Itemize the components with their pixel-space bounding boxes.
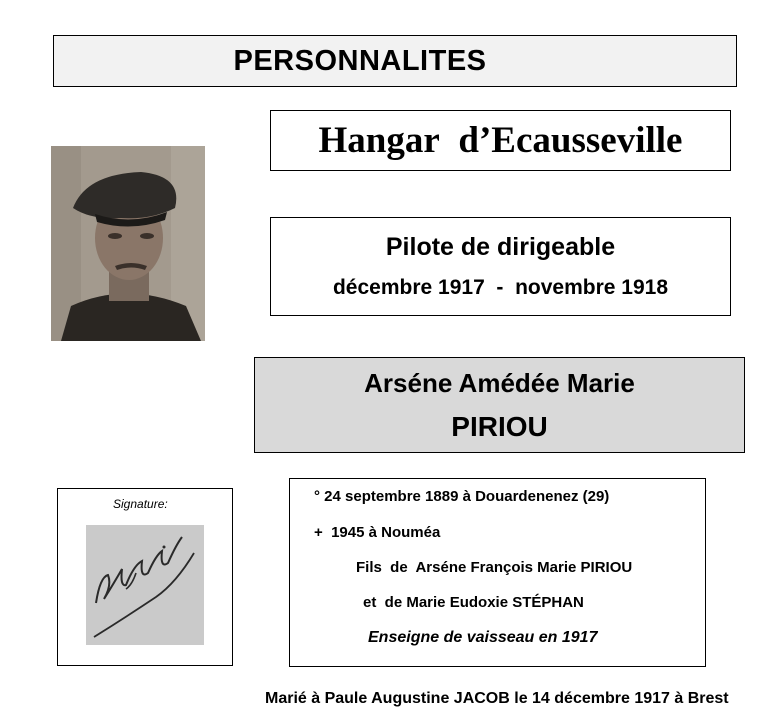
place-box (270, 110, 731, 171)
birth-line: ° 24 septembre 1889 à Douardenenez (29) (314, 488, 610, 505)
place-name: Hangar d’Ecausseville (318, 120, 683, 161)
section-title: PERSONNALITES (233, 44, 487, 77)
role-period: décembre 1917 - novembre 1918 (332, 276, 668, 299)
role-box (270, 217, 731, 316)
rank-line: Enseigne de vaisseau en 1917 (368, 629, 598, 646)
mother-line: et de Marie Eudoxie STÉPHAN (363, 594, 584, 611)
role-title: Pilote de dirigeable (385, 233, 616, 261)
name-box (254, 357, 745, 453)
signature-image (86, 525, 204, 645)
signature-box (57, 488, 233, 666)
details-box (289, 478, 706, 667)
father-line: Fils de Arséne François Marie PIRIOU (356, 559, 633, 576)
signature-label: Signature: (113, 497, 168, 511)
portrait-photo (51, 146, 205, 341)
given-names: Arséne Amédée Marie (364, 367, 635, 398)
marriage-line: Marié à Paule Augustine JACOB le 14 décembre 1917 à Brest (265, 690, 729, 707)
surname: PIRIOU (451, 410, 548, 442)
death-line: + 1945 à Nouméa (314, 524, 441, 541)
header-box (53, 35, 737, 87)
